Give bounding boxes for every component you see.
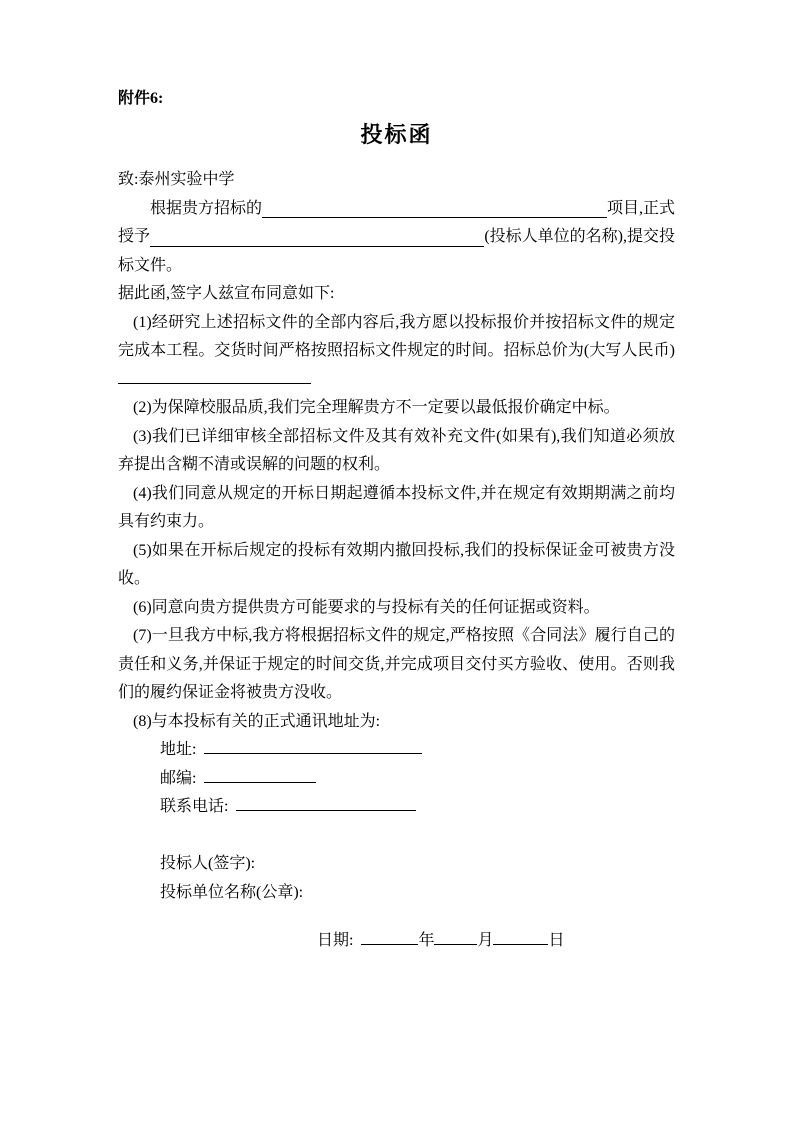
clause-8: (8)与本投标有关的正式通讯地址为: <box>133 712 381 730</box>
intro-line-2-suffix: (投标人单位的名称),提交投 <box>484 228 675 245</box>
intro-line-1 <box>118 195 675 224</box>
date-day-label: 日 <box>548 932 565 949</box>
company-seal-label: 投标单位名称(公章): <box>160 883 304 901</box>
clause-3: (3)我们已详细审核全部招标文件及其有效补充文件(如果有),我们知道必须放弃提出含糊不清或误解的问题的权利。 <box>118 427 675 473</box>
intro-line-2 <box>118 223 675 252</box>
address-blank <box>204 751 422 754</box>
intro-line-1-suffix: 项目,正式 <box>606 199 675 217</box>
clause-2: (2)为保障校服品质,我们完全理解贵方不一定要以最低报价确定中标。 <box>133 399 620 416</box>
phone-blank <box>236 808 416 811</box>
project-name-blank <box>262 195 607 219</box>
declaration: 据此函,签字人兹宣布同意如下: <box>118 285 335 302</box>
clause-1 <box>118 309 675 395</box>
bidder-name-blank <box>150 223 484 247</box>
clause-6: (6)同意向贵方提供贵方可能要求的与投标有关的任何证据或资料。 <box>133 598 600 616</box>
page-title: 投标函 <box>360 122 433 147</box>
date-month-label: 月 <box>477 932 494 949</box>
postcode-line <box>118 765 675 794</box>
clause-4: (4)我们同意从规定的开标日期起遵循本投标文件,并在规定有效期期满之前均具有约束力。 <box>118 484 675 530</box>
address-label: 地址: <box>160 741 197 758</box>
postcode-label: 邮编: <box>160 769 197 787</box>
date-year-label: 年 <box>418 932 435 949</box>
date-label: 日期: <box>317 932 354 949</box>
date-line <box>118 927 675 956</box>
postcode-blank <box>204 780 316 783</box>
phone-label: 联系电话: <box>160 798 229 815</box>
total-price-blank <box>118 381 311 384</box>
intro-line-3: 标文件。 <box>118 256 183 274</box>
intro-line-1-prefix: 根据贵方招标的 <box>150 199 263 217</box>
salutation: 致:泰州实验中学 <box>118 171 235 188</box>
date-month-blank <box>434 942 477 945</box>
clause-5: (5)如果在开标后规定的投标有效期内撤回投标,我们的投标保证金可被贵方没收。 <box>118 541 675 587</box>
clause-7: (7)一旦我方中标,我方将根据招标文件的规定,严格按照《合同法》履行自己的责任和义务,并保证于规定的时间交货,并完成项目交付买方验收、使用。否则我们的履约保证金将被贵方没收。 <box>118 627 675 701</box>
date-day-blank <box>493 942 548 945</box>
clause-1-text: (1)经研究上述招标文件的全部内容后,我方愿以投标报价并按招标文件的规定完成本工程。交货时间严格按照招标文件规定的时间。招标总价为(大写人民币) <box>118 313 675 359</box>
address-line <box>118 736 675 765</box>
blank-spacer <box>118 822 675 851</box>
date-year-blank <box>361 942 418 945</box>
attachment-label: 附件6: <box>118 90 164 107</box>
bidder-signature-label: 投标人(签字): <box>160 855 256 872</box>
intro-line-2-prefix: 授予 <box>118 228 151 245</box>
phone-line <box>118 793 675 822</box>
